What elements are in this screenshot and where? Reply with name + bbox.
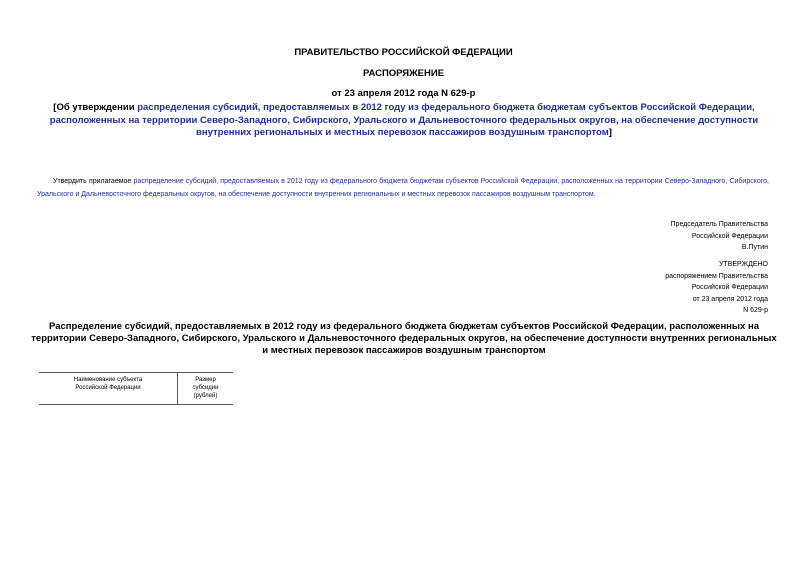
annex-title: Распределение субсидий, предоставляемых в 2012 году из федерального бюджета бюджетам субъектов Российской Федерации, расположенных на территории Северо-Западного, Сибирского, Уральского и Дальневосточного федеральных округов, на обеспечение доступности внутренних региональных и местных перевозок пассажиров воздушным транспортом bbox=[31, 321, 777, 356]
signature-name: В.Путин bbox=[741, 244, 768, 251]
column-header-region-line2: Российской Федерации bbox=[75, 385, 141, 391]
signature-position-line2: Российской Федерации bbox=[691, 232, 768, 240]
title-prefix: [Об утверждении bbox=[53, 102, 138, 113]
column-header-region bbox=[39, 373, 178, 405]
approval-line4: от 23 апреля 2012 года bbox=[692, 295, 768, 303]
approval-line3: Российской Федерации bbox=[691, 284, 768, 291]
column-header-amount-line2: субсидии bbox=[192, 385, 219, 391]
government-heading: ПРАВИТЕЛЬСТВО РОССИЙСКОЙ ФЕДЕРАЦИИ bbox=[294, 47, 513, 58]
column-header-region-line1: Наименование субъекта bbox=[73, 377, 143, 383]
order-prefix: Утвердить прилагаемое bbox=[53, 178, 134, 185]
approval-block bbox=[665, 259, 768, 317]
order-link[interactable]: распределение субсидий, предоставляемых в 2012 году из федерального бюджета бюджетам субъектов Российской Федерации, расположенных на территории Северо-Западного, Сибирского, Уральского и Дальневосточного федеральных округов, на обеспечение доступности внутренних региональных и местных перевозок пассажиров воздушным транспортом bbox=[37, 178, 769, 198]
approval-line2: распоряжением Правительства bbox=[665, 272, 768, 280]
title-suffix: ] bbox=[608, 127, 612, 138]
order-suffix: . bbox=[593, 191, 596, 198]
column-header-amount-line1: Размер bbox=[195, 377, 216, 383]
column-header-amount bbox=[178, 373, 234, 405]
document-date-number: от 23 апреля 2012 года N 629-р bbox=[331, 88, 476, 99]
document-title bbox=[28, 102, 780, 140]
signature-position-line1: Председатель Правительства bbox=[670, 221, 768, 228]
subsidy-table bbox=[39, 372, 233, 405]
document-type: РАСПОРЯЖЕНИЕ bbox=[362, 68, 445, 79]
title-link[interactable]: распределения субсидий, предоставляемых в 2012 году из федерального бюджета бюджетам субъектов Российской Федерации, расположенных на территории Северо-Западного, Сибирского, Уральского и Дальневосточного федеральных округов, на обеспечение доступности внутренних региональных и местных перевозок пассажиров воздушным транспортом bbox=[49, 102, 759, 138]
approval-line5: N 629-р bbox=[743, 307, 768, 314]
signature-block bbox=[671, 219, 768, 254]
table-header-row bbox=[39, 373, 233, 405]
order-paragraph bbox=[37, 175, 769, 201]
column-header-amount-line3: (рублей) bbox=[193, 393, 218, 399]
approval-line1: УТВЕРЖДЕНО bbox=[718, 261, 768, 268]
